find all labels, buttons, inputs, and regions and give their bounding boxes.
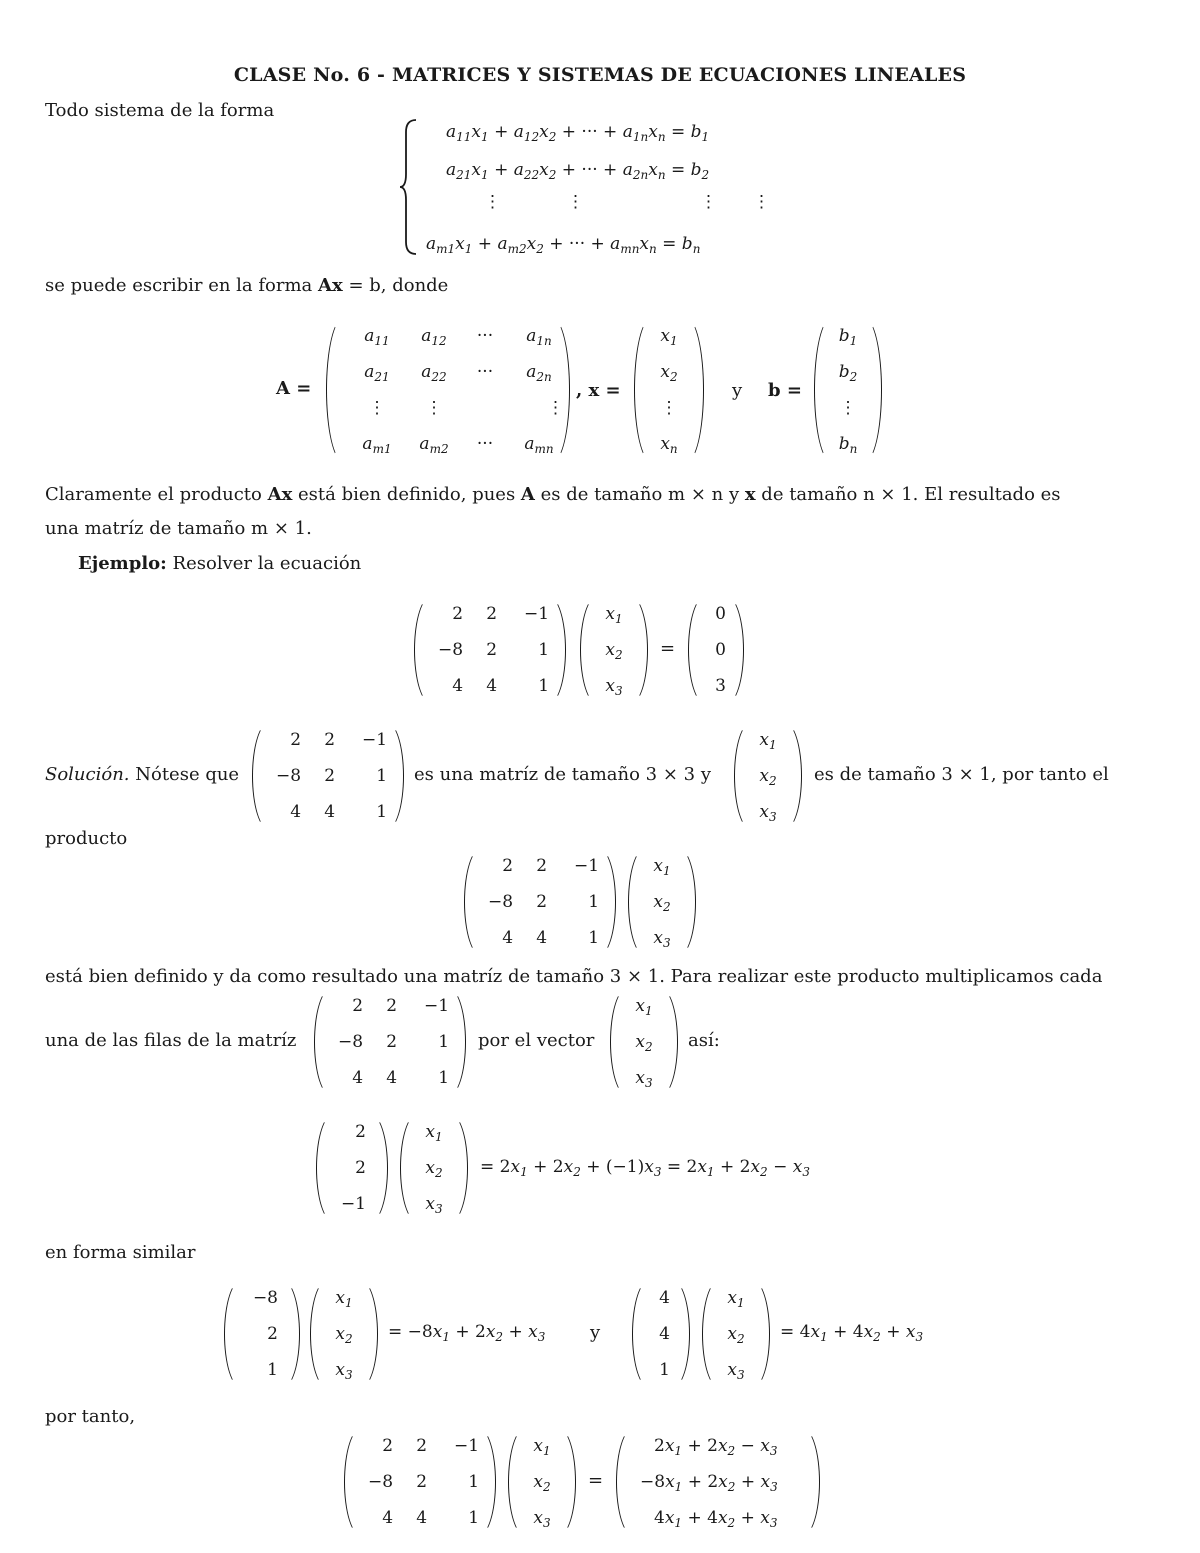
vector-x-cell: $x_3$ <box>727 1360 745 1382</box>
row1-vector-x <box>400 1114 468 1222</box>
matrix-cell: 4 <box>382 1508 394 1528</box>
paragraph-1-line-2: una matríz de tamaño m × 1. <box>45 518 312 539</box>
vector-x-cell: $x_3$ <box>653 928 671 950</box>
similar-text: en forma similar <box>45 1242 196 1263</box>
matrix-cell: −1 <box>362 730 388 750</box>
matrix-cell: −8 <box>368 1472 394 1492</box>
vector-x-cell: $x_2$ <box>635 1032 653 1054</box>
solution-text: Solución. Nótese que <box>45 764 240 785</box>
vector-x-cell: $x_2$ <box>533 1472 551 1494</box>
intro-text: Todo sistema de la forma <box>45 100 275 121</box>
solution-text-3: es de tamaño 3 × 1, por tanto el <box>814 764 1109 785</box>
matrix-cell: 4 <box>386 1068 398 1088</box>
row3-vector <box>632 1280 690 1388</box>
vector-cell: 4 <box>659 1288 670 1308</box>
matrix-cell: 2 <box>352 996 364 1016</box>
vector-x-general: $x_1$ $x_2$ ⋮ $x_n$ <box>634 318 704 462</box>
matrix-cell: −1 <box>524 604 550 624</box>
solution-text-2: es una matríz de tamaño 3 × 3 y <box>414 764 711 785</box>
matrix-cell: 4 <box>452 676 464 696</box>
vector-cell: 2 <box>267 1324 278 1344</box>
matrix-cell: −1 <box>574 856 600 876</box>
row1-result: = $2x_1 + 2x_2 + (-1)x_3 = 2x_1 + 2x_2 - x_3$ <box>480 1157 810 1179</box>
y-word: y <box>732 380 743 401</box>
vector-x-cell: $x_1$ <box>759 730 777 752</box>
vector-cell: −8 <box>252 1288 278 1308</box>
vector-x-cell: $x_1$ <box>425 1122 443 1144</box>
por-tanto-text: por tanto, <box>45 1406 136 1427</box>
final-result-vector <box>616 1428 820 1536</box>
row2-vector <box>224 1280 300 1388</box>
matrix-cell: 1 <box>538 640 550 660</box>
y-word-2: y <box>590 1322 601 1343</box>
vector-x-cell: $x_2$ <box>335 1324 353 1346</box>
example-vector-x <box>580 596 648 704</box>
vector-cell: 0 <box>715 604 726 624</box>
vector-x-cell: $x_2$ <box>759 766 777 788</box>
vector-x-cell: $x_2$ <box>425 1158 443 1180</box>
final-vector-x <box>508 1428 576 1536</box>
matrix-cell: 2 <box>536 856 548 876</box>
vector-cell: 1 <box>659 1360 670 1380</box>
matrix-cell: 2 <box>536 892 548 912</box>
paragraph-3-a: una de las filas de la matríz <box>45 1030 297 1051</box>
matrix-cell: −8 <box>488 892 514 912</box>
rows-matrix-A <box>314 988 466 1096</box>
matrix-cell: 4 <box>416 1508 428 1528</box>
example-heading: Ejemplo: Resolver la ecuación <box>78 553 362 574</box>
matrix-cell: 1 <box>438 1068 450 1088</box>
system-row-dots: ⋮ ⋮ ⋮ ⋮ <box>484 192 770 212</box>
matrix-cell: 2 <box>502 856 514 876</box>
page-title: CLASE No. 6 - MATRICES Y SISTEMAS DE ECUACIONES LINEALES <box>233 64 967 86</box>
final-row-2: $-8x_1 + 2x_2 + x_3$ <box>640 1472 778 1494</box>
matrix-cell: 4 <box>502 928 514 948</box>
matrix-cell: 1 <box>468 1508 480 1528</box>
matrix-cell: 4 <box>324 802 336 822</box>
example-matrix-A <box>414 596 566 704</box>
vector-x-cell: $x_1$ <box>335 1288 353 1310</box>
matrix-cell: −8 <box>338 1032 364 1052</box>
matrix-cell: 1 <box>438 1032 450 1052</box>
matrix-cell: 1 <box>588 892 600 912</box>
system-row-m: $a_{m1}x_1 + a_{m2}x_2$ + ··· + $a_{mn}x_n = b_n$ <box>426 234 701 256</box>
vector-x-cell: $x_1$ <box>727 1288 745 1310</box>
vector-x-cell: $x_1$ <box>533 1436 551 1458</box>
vector-cell: 1 <box>267 1360 278 1380</box>
x-label: , x = <box>576 380 621 401</box>
matrix-cell: 1 <box>538 676 550 696</box>
product-vector-x <box>628 848 696 956</box>
vector-x-cell: $x_3$ <box>635 1068 653 1090</box>
vector-cell: −1 <box>340 1194 366 1214</box>
vector-x-cell: $x_3$ <box>605 676 623 698</box>
vector-cell: 3 <box>715 676 726 696</box>
vector-cell: 2 <box>355 1158 366 1178</box>
producto-word: producto <box>45 828 128 849</box>
matrix-cell: 4 <box>536 928 548 948</box>
vector-x-cell: $x_2$ <box>605 640 623 662</box>
left-brace <box>398 118 420 256</box>
matrix-cell: −8 <box>276 766 302 786</box>
matrix-cell: 4 <box>352 1068 364 1088</box>
vector-x-cell: $x_2$ <box>727 1324 745 1346</box>
vector-x-cell: $x_2$ <box>653 892 671 914</box>
row3-vector-x <box>702 1280 770 1388</box>
b-label: b = <box>768 380 802 401</box>
final-matrix-A <box>344 1428 496 1536</box>
product-matrix-A <box>464 848 616 956</box>
system-row-2: $a_{21}x_1 + a_{22}x_2$ + ··· + $a_{2n}x_n = b_2$ <box>446 160 710 182</box>
example-vector-b <box>688 596 744 704</box>
matrix-cell: 2 <box>386 996 398 1016</box>
system-row-1: $a_{11}x_1 + a_{12}x_2$ + ··· + $a_{1n}x_n = b_1$ <box>446 122 710 144</box>
vector-x-cell: $x_3$ <box>425 1194 443 1216</box>
matrix-cell: 4 <box>290 802 302 822</box>
matrix-cell: 1 <box>376 766 388 786</box>
matrix-cell: 2 <box>290 730 302 750</box>
row1-vector <box>316 1114 388 1222</box>
matrix-cell: 2 <box>324 730 336 750</box>
matrix-cell: 1 <box>588 928 600 948</box>
solution-vector-x <box>734 722 802 830</box>
vector-cell: 0 <box>715 640 726 660</box>
final-row-1: $2x_1 + 2x_2 - x_3$ <box>654 1436 778 1458</box>
solution-matrix-A <box>252 722 404 830</box>
final-row-3: $4x_1 + 4x_2 + x_3$ <box>654 1508 778 1530</box>
matrix-cell: 2 <box>386 1032 398 1052</box>
matrix-cell: −1 <box>424 996 450 1016</box>
vector-x-cell: $x_3$ <box>533 1508 551 1530</box>
matrix-A-general: $a_{11}$ $a_{12}$ ··· $a_{1n}$ $a_{21}$ $a_{22}$ ··· $a_{2n}$ ⋮ ⋮ ⋮ $a_{m1}$ $a_{m2}$ ··· $a_{mn}$ <box>326 318 570 462</box>
row3-result: = $4x_1 + 4x_2 + x_3$ <box>780 1322 924 1344</box>
paragraph-3-c: así: <box>688 1030 720 1051</box>
vector-x-cell: $x_3$ <box>335 1360 353 1382</box>
matrix-cell: −8 <box>438 640 464 660</box>
matrix-cell: 4 <box>486 676 498 696</box>
matrix-cell: 1 <box>376 802 388 822</box>
row2-result: = $-8x_1 + 2x_2 + x_3$ <box>388 1322 546 1344</box>
row2-vector-x <box>310 1280 378 1388</box>
vector-x-cell: $x_3$ <box>759 802 777 824</box>
matrix-cell: 2 <box>324 766 336 786</box>
matrix-cell: 2 <box>452 604 464 624</box>
vector-x-cell: $x_1$ <box>635 996 653 1018</box>
form-line: se puede escribir en la forma Ax = b, donde <box>45 275 449 296</box>
vector-x-cell: $x_1$ <box>653 856 671 878</box>
matrix-cell: 2 <box>382 1436 394 1456</box>
vector-b-general: $b_1$ $b_2$ ⋮ $b_n$ <box>814 318 882 462</box>
matrix-cell: 2 <box>416 1436 428 1456</box>
vector-cell: 4 <box>659 1324 670 1344</box>
paragraph-1: Claramente el producto Ax está bien definido, pues A es de tamaño m × n y x de tamaño n × 1. El resultado es <box>45 484 1061 505</box>
equals-sign: = <box>660 638 676 659</box>
vector-cell: 2 <box>355 1122 366 1142</box>
matrix-cell: 2 <box>486 640 498 660</box>
final-equals: = <box>588 1470 604 1491</box>
matrix-cell: 2 <box>416 1472 428 1492</box>
matrix-cell: −1 <box>454 1436 480 1456</box>
rows-vector-x <box>610 988 678 1096</box>
matrix-cell: 2 <box>486 604 498 624</box>
paragraph-3-b: por el vector <box>478 1030 595 1051</box>
matrix-cell: 1 <box>468 1472 480 1492</box>
A-label: A = <box>276 378 312 399</box>
vector-x-cell: $x_1$ <box>605 604 623 626</box>
paragraph-2: está bien definido y da como resultado una matríz de tamaño 3 × 1. Para realizar este producto multiplicamos cada <box>45 966 1103 987</box>
